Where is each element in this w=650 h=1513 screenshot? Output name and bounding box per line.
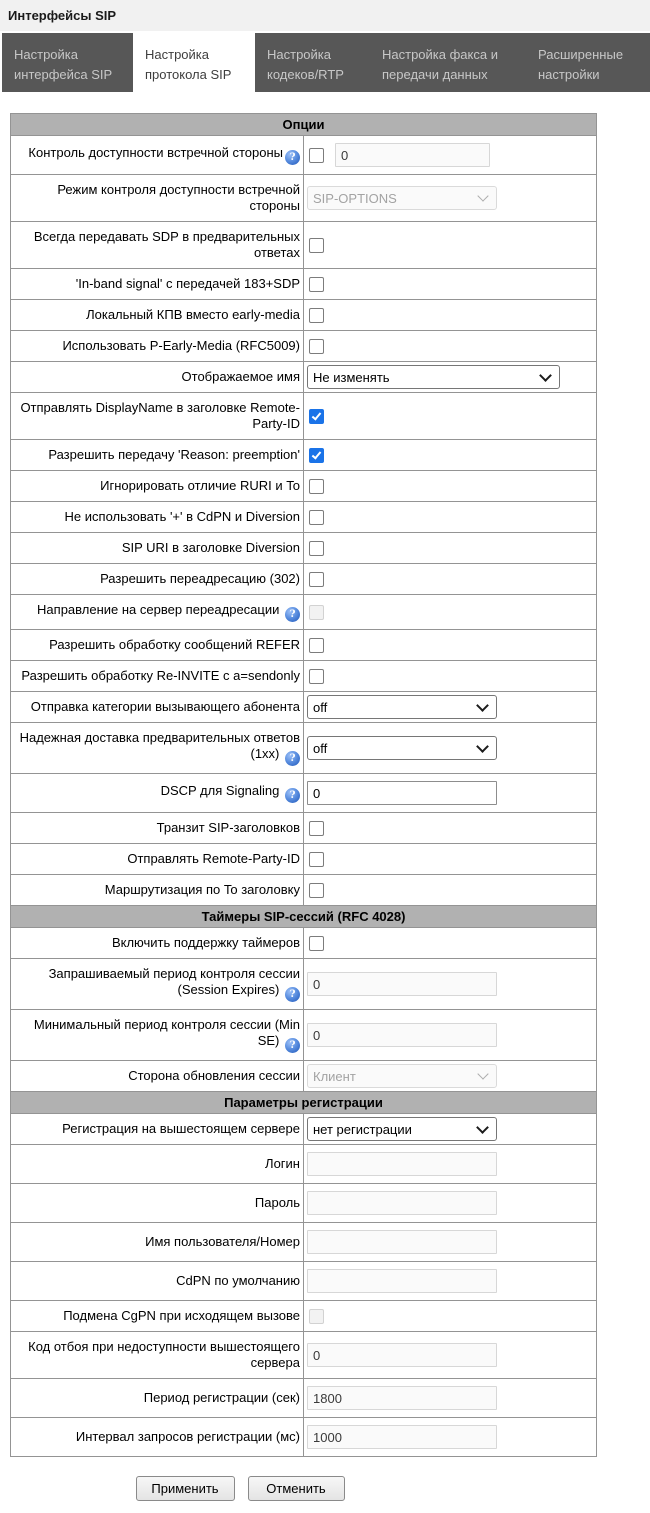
help-icon[interactable]: ? xyxy=(285,751,300,766)
field-label: Режим контроля доступности встречной стороны xyxy=(57,182,300,213)
allow-redirect-302-checkbox[interactable] xyxy=(309,572,324,587)
table-row xyxy=(11,440,597,471)
table-row xyxy=(11,331,597,362)
field-label: Маршрутизация по To заголовку xyxy=(104,882,300,897)
table-row xyxy=(11,630,597,661)
section-row xyxy=(11,114,597,136)
chevron-down-icon xyxy=(539,369,552,382)
table-row xyxy=(11,564,597,595)
table-row xyxy=(11,1010,597,1061)
local-ringback-instead-early-media-checkbox[interactable] xyxy=(309,308,324,323)
table-row xyxy=(11,1301,597,1332)
section-row xyxy=(11,1092,597,1114)
chevron-down-icon xyxy=(476,1121,489,1134)
chevron-down-icon xyxy=(476,740,489,753)
field-label: Минимальный период контроля сессии (Min SE) xyxy=(33,1017,300,1048)
password-input xyxy=(307,1191,497,1215)
field-label: Отправка категории вызывающего абонента xyxy=(30,699,300,714)
chevron-down-icon xyxy=(477,1068,488,1079)
sip-headers-transit-checkbox[interactable] xyxy=(309,821,324,836)
dscp-signaling-input[interactable] xyxy=(307,781,497,805)
field-label: Интервал запросов регистрации (мс) xyxy=(75,1429,300,1444)
table-row xyxy=(11,1184,597,1223)
login-input xyxy=(307,1152,497,1176)
table-row xyxy=(11,1262,597,1301)
field-label: Контроль доступности встречной стороны xyxy=(28,145,283,160)
redirect-server-route-checkbox xyxy=(309,605,324,620)
tab-codecs-rtp-settings[interactable]: Настройка кодеков/RTP xyxy=(255,33,370,92)
chevron-down-icon xyxy=(477,190,488,201)
field-label: DSCP для Signaling xyxy=(160,783,280,798)
table-row xyxy=(11,692,597,723)
table-row xyxy=(11,875,597,906)
field-label: Игнорировать отличие RURI и To xyxy=(100,478,300,493)
table-row xyxy=(11,1332,597,1379)
select-value: Не изменять xyxy=(313,369,390,385)
form-actions xyxy=(0,1476,480,1501)
select-value: off xyxy=(313,699,328,715)
cgpn-substitution-checkbox xyxy=(309,1309,324,1324)
table-row xyxy=(11,595,597,630)
section-header-session-timers: Таймеры SIP-сессий (RFC 4028) xyxy=(11,906,597,928)
table-row xyxy=(11,136,597,175)
allow-refer-checkbox[interactable] xyxy=(309,638,324,653)
page-titlebar xyxy=(0,0,650,31)
field-label: Логин xyxy=(265,1156,300,1171)
always-sdp-in-provisional-checkbox[interactable] xyxy=(309,238,324,253)
select-value: off xyxy=(313,740,328,756)
table-row xyxy=(11,300,597,331)
table-row xyxy=(11,959,597,1010)
field-label: Запрашиваемый период контроля сессии (Session Expires) xyxy=(48,966,300,997)
min-se-input xyxy=(307,1023,497,1047)
field-label: Транзит SIP-заголовков xyxy=(156,820,300,835)
display-name-select[interactable] xyxy=(307,365,560,389)
route-by-to-header-checkbox[interactable] xyxy=(309,883,324,898)
table-row xyxy=(11,844,597,875)
field-label: Подмена CgPN при исходящем вызове xyxy=(63,1308,300,1323)
tab-fax-data-settings[interactable]: Настройка факса и передачи данных xyxy=(370,33,526,92)
field-label: Не использовать '+' в CdPN и Diversion xyxy=(64,509,300,524)
table-row xyxy=(11,269,597,300)
enable-session-timers-checkbox[interactable] xyxy=(309,936,324,951)
sip-uri-in-diversion-checkbox[interactable] xyxy=(309,541,324,556)
field-label: Имя пользователя/Номер xyxy=(145,1234,300,1249)
select-value: нет регистрации xyxy=(313,1121,412,1137)
calling-party-category-select[interactable] xyxy=(307,695,497,719)
field-label: Регистрация на вышестоящем сервере xyxy=(62,1121,300,1136)
field-label: Надежная доставка предварительных ответов (1xx) xyxy=(19,730,300,761)
field-label: Пароль xyxy=(254,1195,300,1210)
upstream-registration-select[interactable] xyxy=(307,1117,497,1141)
field-label: Отправлять Remote-Party-ID xyxy=(127,851,300,866)
tab-sip-protocol-settings[interactable]: Настройка протокола SIP xyxy=(133,33,255,92)
field-label: 'In-band signal' с передачей 183+SDP xyxy=(75,276,300,291)
session-expires-input xyxy=(307,972,497,996)
table-row xyxy=(11,1061,597,1092)
allow-reinvite-sendonly-checkbox[interactable] xyxy=(309,669,324,684)
default-cdpn-input xyxy=(307,1269,497,1293)
field-label: Код отбоя при недоступности вышестоящего сервера xyxy=(28,1339,300,1370)
table-row xyxy=(11,502,597,533)
help-icon[interactable]: ? xyxy=(285,607,300,622)
tab-bar xyxy=(2,33,650,92)
table-row xyxy=(11,661,597,692)
table-row xyxy=(11,1145,597,1184)
table-row xyxy=(11,533,597,564)
reliable-provisional-select[interactable] xyxy=(307,736,497,760)
field-label: Отправлять DisplayName в заголовке Remote-Party-ID xyxy=(20,400,300,431)
table-row xyxy=(11,471,597,502)
inband-signal-183-sdp-checkbox[interactable] xyxy=(309,277,324,292)
field-label: Локальный КПВ вместо early-media xyxy=(86,307,300,322)
section-header-options: Опции xyxy=(11,114,597,136)
registration-retry-interval-input xyxy=(307,1425,497,1449)
allow-reason-preemption-checkbox[interactable] xyxy=(309,448,324,463)
sip-protocol-settings-table xyxy=(10,113,597,1457)
field-label: Направление на сервер переадресации xyxy=(37,602,280,617)
username-number-input xyxy=(307,1230,497,1254)
tab-sip-interface-settings[interactable]: Настройка интерфейса SIP xyxy=(2,33,133,92)
chevron-down-icon xyxy=(476,699,489,712)
availability-check-mode-select xyxy=(307,186,497,210)
field-label: Разрешить обработку Re-INVITE с a=sendonly xyxy=(21,668,300,683)
cancel-button[interactable]: Отменить xyxy=(248,1476,345,1501)
tab-advanced-settings[interactable]: Расширенные настройки xyxy=(526,33,650,92)
remote-availability-value-input xyxy=(335,143,490,167)
field-label: SIP URI в заголовке Diversion xyxy=(121,540,300,555)
table-row xyxy=(11,393,597,440)
apply-button[interactable]: Применить xyxy=(136,1476,235,1501)
field-label: Разрешить обработку сообщений REFER xyxy=(49,637,300,652)
session-refresher-select xyxy=(307,1064,497,1088)
field-label: Разрешить переадресацию (302) xyxy=(100,571,300,586)
section-header-registration: Параметры регистрации xyxy=(11,1092,597,1114)
help-icon[interactable]: ? xyxy=(285,987,300,1002)
table-row xyxy=(11,1114,597,1145)
table-row xyxy=(11,1418,597,1457)
field-label: Разрешить передачу 'Reason: preemption' xyxy=(48,447,300,462)
field-label: Всегда передавать SDP в предварительных ответах xyxy=(33,229,300,260)
table-row xyxy=(11,723,597,774)
send-remote-party-id-checkbox[interactable] xyxy=(309,852,324,867)
remote-availability-check-checkbox[interactable] xyxy=(309,148,324,163)
help-icon[interactable]: ? xyxy=(285,150,300,165)
field-label: Отображаемое имя xyxy=(181,369,300,384)
table-row xyxy=(11,362,597,393)
table-row xyxy=(11,1379,597,1418)
help-icon[interactable]: ? xyxy=(285,788,300,803)
send-displayname-rpid-checkbox[interactable] xyxy=(309,409,324,424)
table-row xyxy=(11,175,597,222)
table-row xyxy=(11,1223,597,1262)
field-label: Период регистрации (сек) xyxy=(143,1390,300,1405)
select-value: Клиент xyxy=(313,1068,356,1084)
select-value: SIP-OPTIONS xyxy=(313,190,397,206)
page-title: Интерфейсы SIP xyxy=(8,8,117,23)
field-label: Включить поддержку таймеров xyxy=(111,935,300,950)
use-p-early-media-checkbox[interactable] xyxy=(309,339,324,354)
section-row xyxy=(11,906,597,928)
help-icon[interactable]: ? xyxy=(285,1038,300,1053)
field-label: Сторона обновления сессии xyxy=(128,1068,300,1083)
field-label: Использовать P-Early-Media (RFC5009) xyxy=(62,338,300,353)
release-code-input xyxy=(307,1343,497,1367)
table-row xyxy=(11,928,597,959)
table-row xyxy=(11,222,597,269)
no-plus-in-cdpn-diversion-checkbox[interactable] xyxy=(309,510,324,525)
ignore-ruri-to-difference-checkbox[interactable] xyxy=(309,479,324,494)
field-label: CdPN по умолчанию xyxy=(176,1273,300,1288)
registration-period-input xyxy=(307,1386,497,1410)
table-row xyxy=(11,813,597,844)
table-row xyxy=(11,774,597,813)
